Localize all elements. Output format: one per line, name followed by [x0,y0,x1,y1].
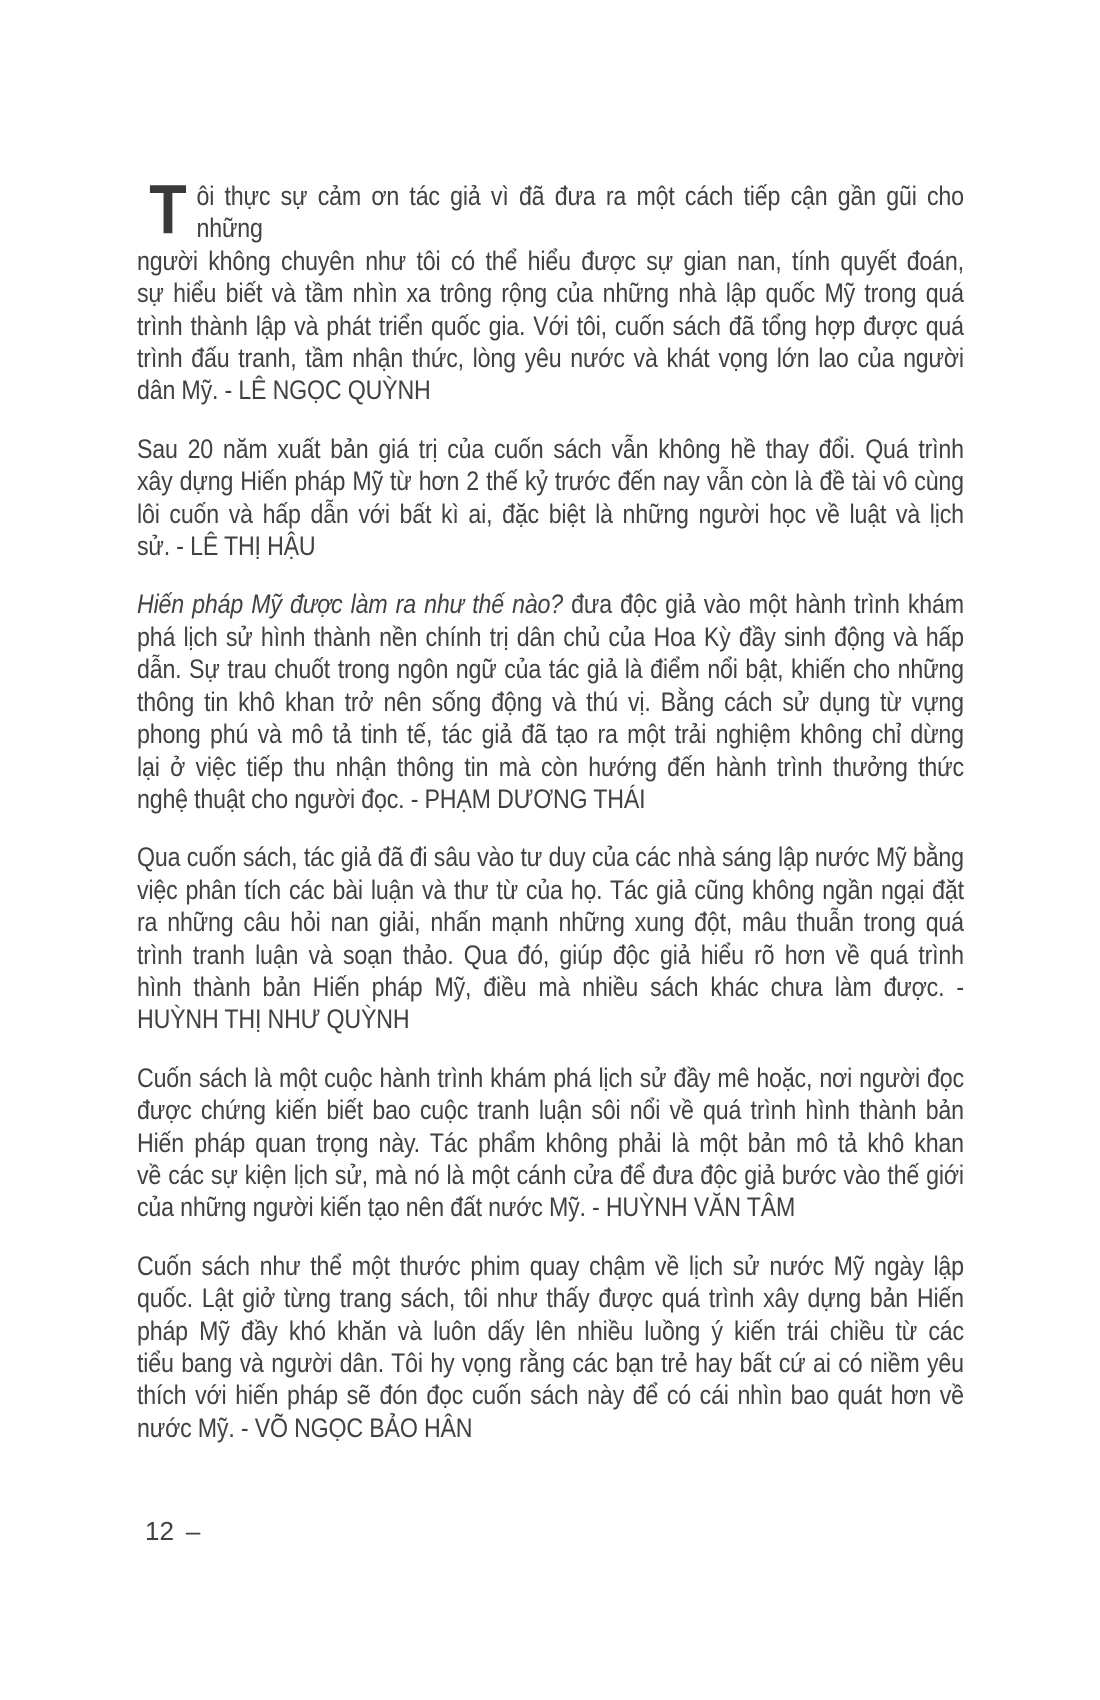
text-segment: Cuốn sách là một cuộc hành trình khám phá lịch sử đầy mê hoặc, nơi người đọc [137,1062,964,1093]
text-line [137,1412,964,1444]
page-number: 12 [145,1516,174,1546]
text-segment: Qua cuốn sách, tác giả đã đi sâu vào tư duy của các nhà sáng lập nước Mỹ bằng [137,842,964,873]
text-line [137,1003,964,1035]
text-line [137,1062,964,1094]
text-segment: Sau 20 năm xuất bản giá trị của cuốn sách vẫn không hề thay đổi. Quá trình [137,433,964,464]
text-line [137,841,964,873]
review-paragraph [137,170,964,407]
text-line [137,588,964,620]
text-segment: ôi thực sự cảm ơn tác giả vì đã đưa ra một cách tiếp cận gần gũi cho những [196,181,964,244]
review-paragraph [137,841,964,1035]
review-paragraph [137,433,964,563]
text-line [137,1379,964,1411]
text-line [137,653,964,685]
page-number-dash: – [185,1516,201,1546]
text-line [137,686,964,718]
text-segment: phong phú và mô tả tinh tế, tác giả đã tạo ra một trải nghiệm không chỉ dừng [137,719,964,750]
text-segment: lôi cuốn và hấp dẫn với bất kì ai, đặc biệt là những người học về luật và lịch [137,498,964,529]
text-segment: lại ở việc tiếp thu nhận thông tin mà còn hướng đến hành trình thưởng thức [137,751,964,782]
text-line [137,751,964,783]
text-segment: Cuốn sách như thể một thước phim quay chậm về lịch sử nước Mỹ ngày lập [137,1250,964,1281]
text-line [137,1250,964,1282]
text-line [137,342,964,374]
review-paragraph [137,1062,964,1224]
text-line [137,530,964,562]
text-segment: dân Mỹ. - LÊ NGỌC QUỲNH [137,375,431,406]
text-line [137,310,964,342]
text-segment: nghệ thuật cho người đọc. - PHẠM DƯƠNG THÁI [137,783,646,814]
text-line [137,465,964,497]
text-line [137,498,964,530]
text-segment: thích với hiến pháp sẽ đón đọc cuốn sách này để có cái nhìn bao quát hơn về [137,1380,964,1411]
text-segment: trình tranh luận và soạn thảo. Qua đó, giúp độc giả hiểu rõ hơn về quá trình [137,939,964,970]
text-line [137,874,964,906]
text-line [137,1347,964,1379]
text-segment: HUỲNH THỊ NHƯ QUỲNH [137,1004,410,1035]
text-line [137,1191,964,1223]
text-line [137,783,964,815]
book-title-italic: Hiến pháp Mỹ được làm ra như thế nào? [137,589,564,620]
text-line [137,971,964,1003]
text-line [137,277,964,309]
text-line [137,1094,964,1126]
text-line [137,1127,964,1159]
text-line [137,170,964,248]
drop-cap-letter: T [149,170,187,248]
text-segment: quốc. Lật giở từng trang sách, tôi như thấy được quá trình xây dựng bản Hiến [137,1283,964,1314]
text-line [137,245,964,277]
text-segment: sử. - LÊ THỊ HẬU [137,531,316,562]
text-line [137,906,964,938]
text-line [137,374,964,406]
text-segment: dẫn. Sự trau chuốt trong ngôn ngữ của tác giả là điểm nổi bật, khiến cho những [137,654,964,685]
text-segment: nước Mỹ. - VÕ NGỌC BẢO HÂN [137,1412,473,1443]
text-line [137,1282,964,1314]
page-footer [145,1516,200,1547]
text-segment: ra những câu hỏi nan giải, nhấn mạnh những xung đột, mâu thuẫn trong quá [137,907,964,938]
review-paragraph [137,588,964,815]
text-segment: được chứng kiến biết bao cuộc tranh luận sôi nổi về quá trình hình thành bản [137,1095,964,1126]
text-segment: phá lịch sử hình thành nền chính trị dân chủ của Hoa Kỳ đầy sinh động và hấp [137,621,964,652]
text-segment: xây dựng Hiến pháp Mỹ từ hơn 2 thế kỷ trước đến nay vẫn còn là đề tài vô cùng [137,466,964,497]
text-line [137,433,964,465]
text-line [137,1159,964,1191]
text-line [137,621,964,653]
text-segment: sự hiểu biết và tầm nhìn xa trông rộng của những nhà lập quốc Mỹ trong quá [137,278,964,309]
text-line [137,718,964,750]
text-line [137,1315,964,1347]
text-segment: tiểu bang và người dân. Tôi hy vọng rằng các bạn trẻ hay bất cứ ai có niềm yêu [137,1348,964,1378]
text-segment: trình đấu tranh, tầm nhận thức, lòng yêu nước và khát vọng lớn lao của người [137,343,964,374]
text-segment: đưa độc giả vào một hành trình khám [563,589,964,620]
review-paragraph [137,1250,964,1444]
text-segment: người không chuyên như tôi có thể hiểu được sự gian nan, tính quyết đoán, [137,245,964,276]
text-segment: việc phân tích các bài luận và thư từ của họ. Tác giả cũng không ngần ngại đặt [137,874,964,905]
page-content [137,170,964,1470]
text-segment: về các sự kiện lịch sử, mà nó là một cánh cửa để đưa độc giả bước vào thế giới [137,1159,964,1190]
text-segment: pháp Mỹ đầy khó khăn và luôn dấy lên nhiều luồng ý kiến trái chiều từ các [137,1315,964,1346]
text-segment: trình thành lập và phát triển quốc gia. Với tôi, cuốn sách đã tổng hợp được quá [137,310,964,341]
text-segment: thông tin khô khan trở nên sống động và thú vị. Bằng cách sử dụng từ vựng [137,686,964,717]
text-segment: của những người kiến tạo nên đất nước Mỹ. - HUỲNH VĂN TÂM [137,1192,796,1223]
text-line [137,939,964,971]
text-segment: hình thành bản Hiến pháp Mỹ, điều mà nhiều sách khác chưa làm được. - [137,971,964,1002]
text-segment: Hiến pháp quan trọng này. Tác phẩm không phải là một bản mô tả khô khan [137,1127,964,1158]
